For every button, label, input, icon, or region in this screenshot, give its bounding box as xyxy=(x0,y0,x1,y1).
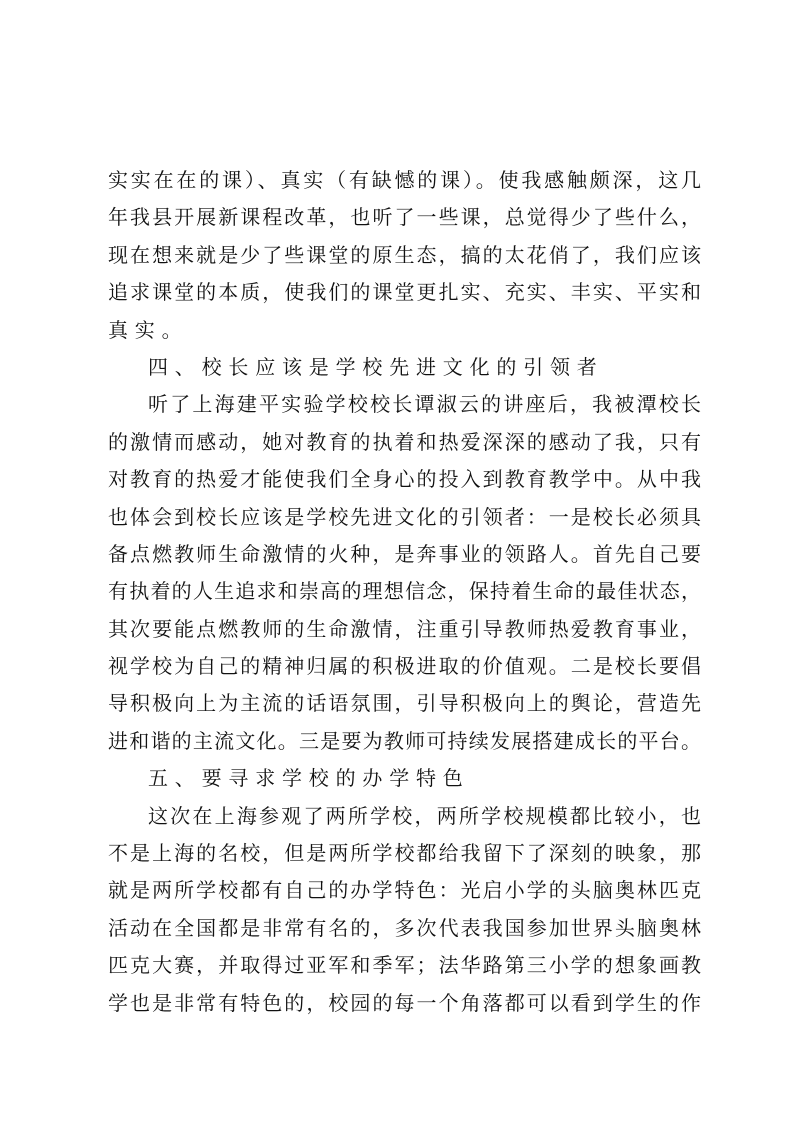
text-line: 五、要寻求学校的办学特色 xyxy=(148,766,470,791)
paragraph xyxy=(108,386,702,760)
text-line: 活动在全国都是非常有名的，多次代表我国参加世界头脑奥林 xyxy=(108,915,702,940)
text-line: 导积极向上为主流的话语氛围，引导积极向上的舆论，营造先 xyxy=(108,691,702,716)
text-line: 有执着的人生追求和崇高的理想信念，保持着生命的最佳状态， xyxy=(108,579,702,604)
text-line: 备点燃教师生命激情的火种，是奔事业的领路人。首先自己要 xyxy=(108,541,702,566)
text-line: 匹克大赛，并取得过亚军和季军；法华路第三小学的想象画教 xyxy=(108,953,702,978)
text-line: 视学校为自己的精神归属的积极进取的价值观。二是校长要倡 xyxy=(108,654,702,679)
paragraph xyxy=(108,798,702,1022)
text-line: 进和谐的主流文化。三是要为教师可持续发展搭建成长的平台。 xyxy=(108,728,702,753)
section-heading xyxy=(108,760,702,797)
text-line: 的激情而感动，她对教育的执着和热爱深深的感动了我，只有 xyxy=(108,429,702,454)
text-line: 听了上海建平实验学校校长谭淑云的讲座后，我被潭校长 xyxy=(148,392,702,417)
text-line: 不是上海的名校，但是两所学校都给我留下了深刻的映象，那 xyxy=(108,841,702,866)
paragraph xyxy=(108,162,702,349)
document-page xyxy=(108,162,702,1022)
text-line: 就是两所学校都有自己的办学特色：光启小学的头脑奥林匹克 xyxy=(108,878,702,903)
text-line: 真实。 xyxy=(108,317,189,342)
text-line: 也体会到校长应该是学校先进文化的引领者：一是校长必须具 xyxy=(108,504,702,529)
text-line: 追求课堂的本质，使我们的课堂更扎实、充实、丰实、平实和 xyxy=(108,280,702,305)
text-line: 实实在在的课）、真实（有缺憾的课）。使我感触颇深，这几 xyxy=(108,168,702,192)
text-line: 现在想来就是少了些课堂的原生态，搞的太花俏了，我们应该 xyxy=(108,242,702,267)
text-line: 学也是非常有特色的，校园的每一个角落都可以看到学生的作 xyxy=(108,990,702,1015)
section-heading xyxy=(108,349,702,386)
text-line: 这次在上海参观了两所学校，两所学校规模都比较小，也 xyxy=(148,803,702,828)
text-line: 其次要能点燃教师的生命激情，注重引导教师热爱教育事业， xyxy=(108,616,702,641)
text-line: 年我县开展新课程改革，也听了一些课，总觉得少了些什么， xyxy=(108,205,702,230)
text-line: 对教育的热爱才能使我们全身心的投入到教育教学中。从中我 xyxy=(108,467,702,492)
text-line: 四、校长应该是学校先进文化的引领者 xyxy=(148,354,604,379)
